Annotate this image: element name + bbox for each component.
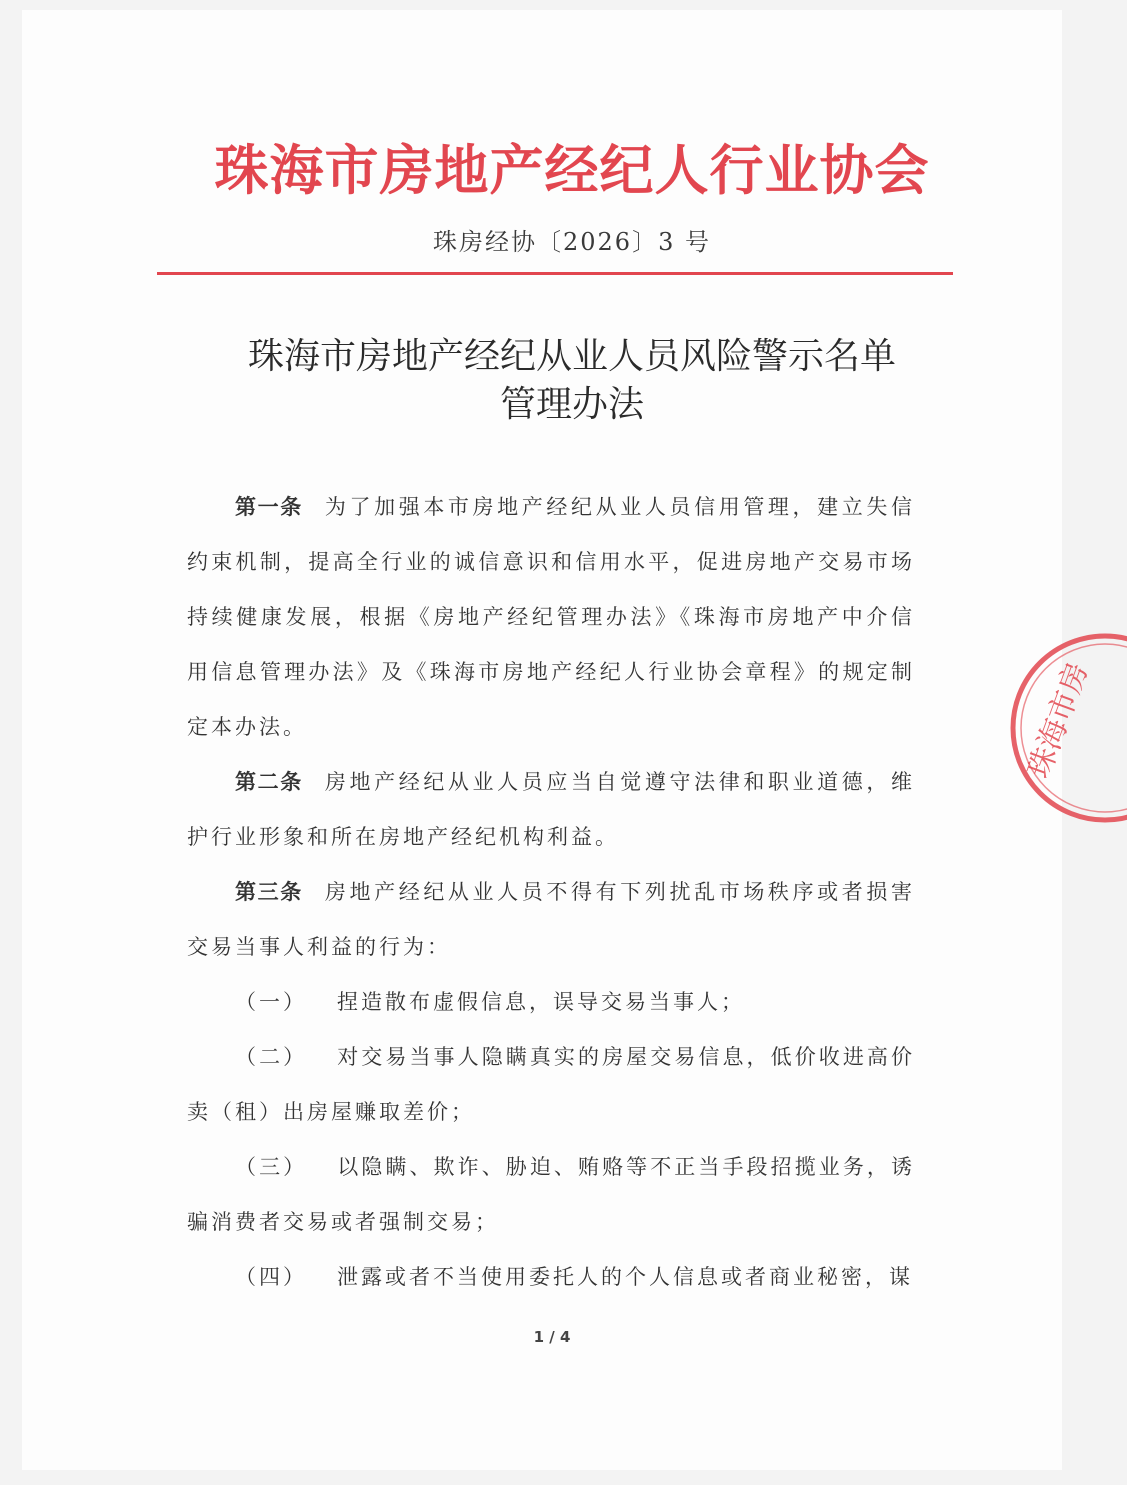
list-item-text: 捏造散布虚假信息，误导交易当事人； (337, 990, 745, 1014)
article-2-text: 房地产经纪从业人员应当自觉遵守法律和职业道德，维护行业形象和所在房地产经纪机构利益。 (187, 770, 916, 849)
document-number: 珠房经协〔2026〕3 号 (433, 228, 711, 256)
list-item-number: （四） (235, 1265, 307, 1289)
document-body (187, 480, 915, 1305)
list-item (187, 1140, 915, 1250)
list-item (187, 975, 915, 1030)
issuing-organization: 珠海市房地产经纪人行业协会 (214, 138, 930, 202)
list-item-number: （三） (235, 1155, 308, 1179)
header-red-divider (157, 272, 953, 275)
article-1 (187, 480, 915, 755)
list-item-text: 泄露或者不当使用委托人的个人信息或者商业秘密，谋 (337, 1265, 913, 1289)
document-title-line-1: 珠海市房地产经纪从业人员风险警示名单 (247, 336, 896, 377)
document-title-line-2: 管理办法 (499, 384, 644, 425)
list-item (187, 1030, 915, 1140)
article-2 (187, 755, 915, 865)
article-2-label: 第二条 (235, 770, 303, 794)
official-seal-stamp (1007, 630, 1127, 830)
list-item (187, 1250, 915, 1305)
list-item-number: （二） (235, 1045, 308, 1069)
article-3 (187, 865, 915, 975)
svg-text:珠海市房: 珠海市房 (1021, 658, 1096, 783)
document-page (22, 10, 1096, 1470)
article-3-text: 房地产经纪从业人员不得有下列扰乱市场秩序或者损害交易当事人利益的行为： (187, 880, 916, 959)
article-3-label: 第三条 (235, 880, 303, 904)
list-item-text: 对交易当事人隐瞒真实的房屋交易信息，低价收进高价卖（租）出房屋赚取差价； (187, 1045, 916, 1124)
list-item-number: （一） (235, 990, 307, 1014)
list-item-text: 以隐瞒、欺诈、胁迫、贿赂等不正当手段招揽业务，诱骗消费者交易或者强制交易； (187, 1155, 916, 1234)
article-1-text: 为了加强本市房地产经纪从业人员信用管理，建立失信约束机制，提高全行业的诚信意识和信用水平，促进房地产交易市场持续健康发展，根据《房地产经纪管理办法》《珠海市房地产中介信用信息管理办法》及《珠海市房地产经纪人行业协会章程》的规定制定本办法。 (187, 495, 916, 739)
article-1-label: 第一条 (235, 495, 303, 519)
page-number: 1 / 4 (533, 1328, 571, 1346)
